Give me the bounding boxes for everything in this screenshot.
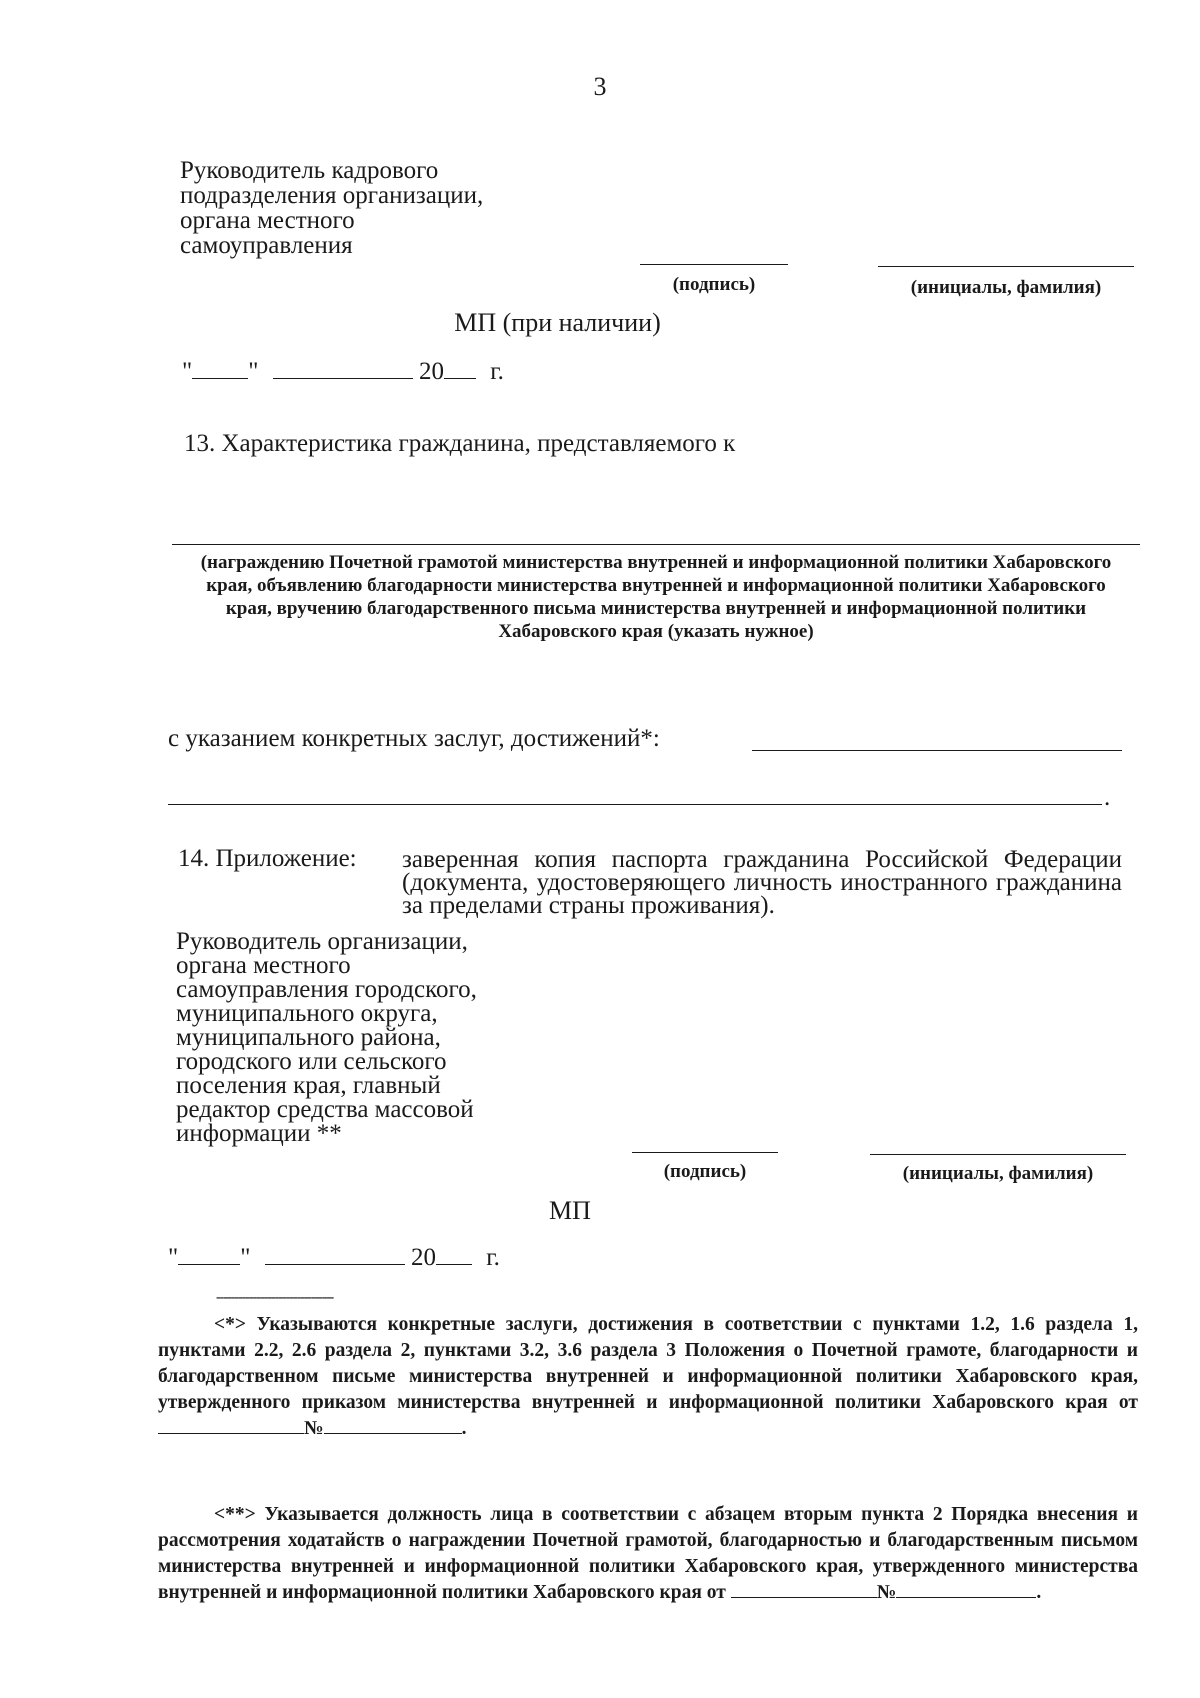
- signer1-signature-line[interactable]: [640, 264, 788, 265]
- signer1-name-line[interactable]: [878, 266, 1134, 267]
- signer2-name-caption: (инициалы, фамилия): [902, 1163, 1094, 1184]
- footnote-1-date-field[interactable]: [158, 1417, 304, 1434]
- signer1-title: [180, 158, 560, 258]
- section13-note: (награждению Почетной грамотой министерства внутренней и информационной политики Хабаровского края, объявлению благодарности министерства внутренней и информационной политики Хабаровского края, вручению благодарственного письма министерства внутренней и информационной политики Хабаровского края (указать нужное): [200, 552, 1112, 642]
- signer2-title-line: городского или сельского: [176, 1048, 447, 1075]
- footnote-1-number-field[interactable]: [324, 1417, 462, 1434]
- signer2-title-line: самоуправления городского,: [176, 976, 477, 1003]
- date-year-prefix: 20: [410, 1244, 436, 1271]
- date-close-quote: ": [248, 358, 259, 385]
- date-close-quote: ": [240, 1244, 251, 1271]
- section13-line[interactable]: [172, 544, 1140, 545]
- signer2-title-line: муниципального района,: [176, 1024, 441, 1051]
- signer1-name-caption: (инициалы, фамилия): [910, 277, 1102, 298]
- signer2-title-line: поселения края, главный: [176, 1072, 441, 1099]
- signer2-title-line: Руководитель организации,: [176, 928, 468, 955]
- signer2-signature-caption: (подпись): [663, 1161, 747, 1182]
- signer1-title-line: подразделения организации,: [180, 182, 484, 209]
- date-month-field[interactable]: [265, 1242, 405, 1265]
- date-year-field[interactable]: [444, 356, 476, 379]
- footnote-1-end: .: [461, 1418, 467, 1439]
- footnote-separator: --------------------------------: [216, 1290, 334, 1305]
- merits-label: с указанием конкретных заслуг, достижений*:: [168, 725, 660, 752]
- footnote-2-number-sign: №: [876, 1582, 897, 1603]
- merits-end-mark: .: [1104, 784, 1111, 811]
- date-day-field[interactable]: [192, 356, 248, 379]
- date-year-suffix: г.: [486, 1244, 500, 1271]
- footnote-1-number-sign: №: [304, 1418, 324, 1439]
- section14-label: 14. Приложение:: [178, 845, 357, 872]
- date-day-field[interactable]: [178, 1242, 240, 1265]
- merits-line-1[interactable]: [752, 750, 1122, 751]
- footnote-2-number-field[interactable]: [896, 1581, 1036, 1598]
- date-year-field[interactable]: [436, 1242, 472, 1265]
- signer2-signature-line[interactable]: [632, 1152, 778, 1153]
- page-number: 3: [593, 72, 607, 101]
- footnote-2: [158, 1502, 1138, 1606]
- signer1-signature-caption: (подпись): [672, 274, 756, 295]
- footnote-2-marker: <**>: [214, 1504, 256, 1525]
- signer2-stamp: МП: [549, 1196, 591, 1225]
- signer2-title-line: муниципального округа,: [176, 1000, 438, 1027]
- signer2-name-line[interactable]: [870, 1154, 1126, 1155]
- signer2-date: [168, 1242, 500, 1272]
- footnote-2-end: .: [1036, 1582, 1042, 1603]
- signer1-title-line: самоуправления: [180, 232, 353, 259]
- signer1-date: [182, 356, 504, 386]
- date-open-quote: ": [168, 1244, 179, 1271]
- footnote-1-marker: <*>: [214, 1314, 246, 1335]
- signer1-title-line: органа местного: [180, 207, 355, 234]
- footnote-2-date-field[interactable]: [731, 1581, 877, 1598]
- footnote-2-text: Указывается должность лица в соответствии с абзацем вторым пункта 2 Порядка внесения и рассмотрения ходатайств о награждении Почетной грамотой, благодарностью и благодарственным письмом министерства внутренней и информационной политики Хабаровского края, утвержденного министерства внутренней и информационной политики Хабаровского края от: [158, 1504, 1139, 1603]
- section14-text: заверенная копия паспорта гражданина Российской Федерации (документа, удостоверяющего личность иностранного гражданина за пределами страны проживания).: [402, 846, 1122, 919]
- merits-line-2[interactable]: [168, 804, 1102, 805]
- date-open-quote: ": [182, 358, 193, 385]
- signer2-title-line: редактор средства массовой: [176, 1096, 474, 1123]
- signer2-title: [176, 930, 556, 1146]
- footnote-1: [158, 1312, 1138, 1442]
- signer1-title-line: Руководитель кадрового: [180, 157, 439, 184]
- date-year-prefix: 20: [418, 358, 444, 385]
- section13-heading: 13. Характеристика гражданина, представляемого к: [184, 430, 736, 457]
- date-year-suffix: г.: [490, 358, 504, 385]
- signer1-stamp: МП (при наличии): [454, 308, 661, 337]
- signer2-title-line: органа местного: [176, 952, 351, 979]
- signer2-title-line: информации **: [176, 1120, 342, 1147]
- footnote-1-text: Указываются конкретные заслуги, достижения в соответствии с пунктами 1.2, 1.6 раздела 1, пунктами 2.2, 2.6 раздела 2, пунктами 3.2, 3.6 раздела 3 Положения о Почетной грамоте, благодарности и благодарственном письме министерства внутренней и информационной политики Хабаровского края, утвержденного приказом министерства внутренней и информационной политики Хабаровского края от: [158, 1314, 1138, 1413]
- date-month-field[interactable]: [273, 356, 413, 379]
